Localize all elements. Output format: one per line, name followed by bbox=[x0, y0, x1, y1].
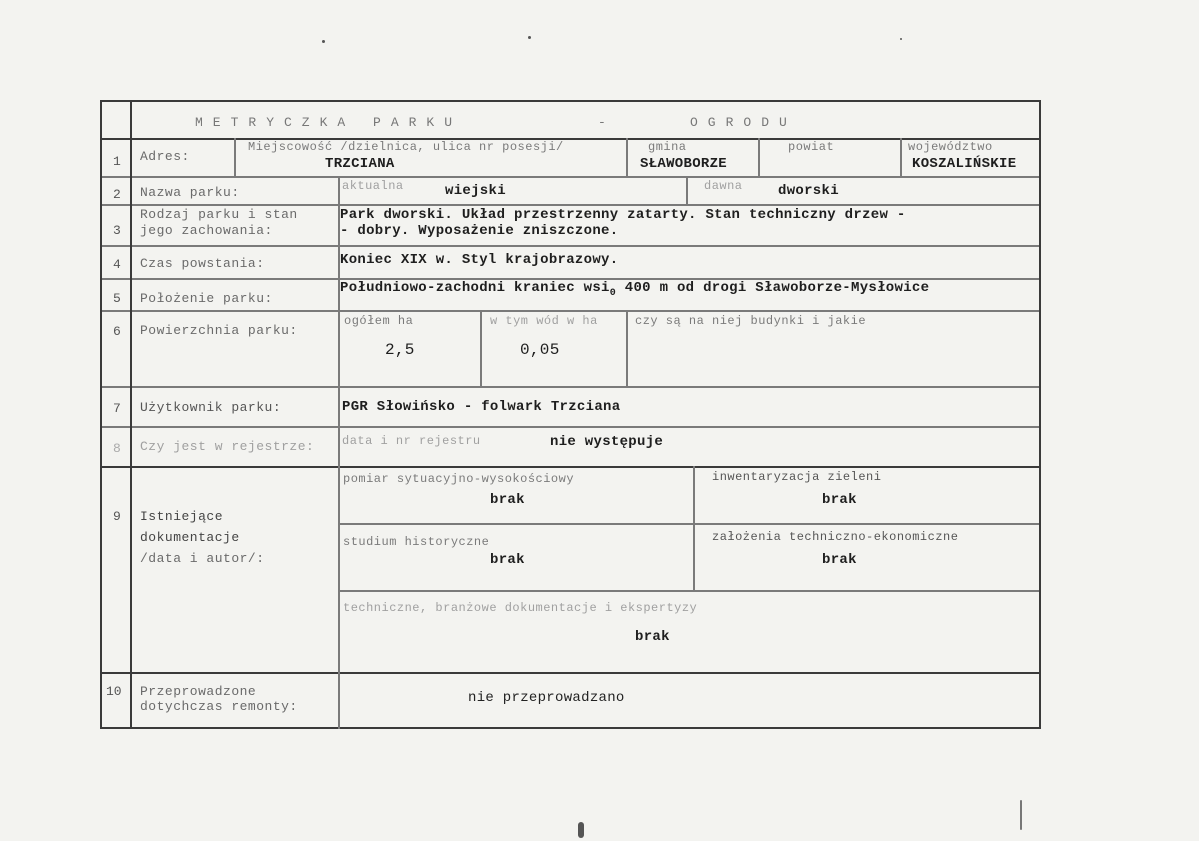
gmina-label: gmina bbox=[648, 140, 687, 154]
total-area-label: ogółem ha bbox=[344, 314, 414, 328]
rule-left bbox=[100, 100, 102, 729]
origin-time-value: Koniec XIX w. Styl krajobrazowy. bbox=[340, 252, 619, 268]
paper-speck bbox=[578, 822, 584, 838]
renovations-value: nie przeprowadzano bbox=[468, 690, 625, 706]
technical-docs-value: brak bbox=[635, 629, 670, 645]
row-number: 8 bbox=[113, 441, 121, 456]
origin-time-label: Czas powstania: bbox=[140, 256, 265, 271]
title-left: METRYCZKA PARKU bbox=[195, 115, 463, 130]
row-number: 2 bbox=[113, 187, 121, 202]
row-number: 5 bbox=[113, 291, 121, 306]
rule-top bbox=[100, 100, 1041, 102]
row-number: 3 bbox=[113, 223, 121, 238]
locality-value: TRZCIANA bbox=[325, 156, 395, 172]
renovations-label-line1: Przeprowadzone bbox=[140, 684, 257, 699]
gmina-value: SŁAWOBORZE bbox=[640, 156, 728, 172]
rule-budynki-left bbox=[626, 310, 628, 386]
greenery-inventory-label: inwentaryzacja zieleni bbox=[712, 470, 882, 484]
register-value: nie występuje bbox=[550, 434, 664, 450]
rule-row9-bottom bbox=[100, 672, 1041, 674]
park-type-label-line2: jego zachowania: bbox=[140, 223, 273, 238]
row-number: 7 bbox=[113, 401, 121, 416]
location-value-subscript: 0 bbox=[609, 288, 617, 299]
rule-row5-bottom bbox=[100, 310, 1041, 312]
wojewodztwo-label: województwo bbox=[908, 140, 993, 154]
rule-bottom bbox=[100, 727, 1041, 729]
wojewodztwo-value: KOSZALIŃSKIE bbox=[912, 156, 1017, 172]
rule-label-col-row1 bbox=[234, 138, 236, 176]
rule-woj-left bbox=[900, 138, 902, 176]
paper-speck bbox=[322, 40, 325, 43]
register-label: Czy jest w rejestrze: bbox=[140, 439, 315, 454]
rule-row7-bottom bbox=[100, 426, 1041, 428]
park-type-value-line2: - dobry. Wyposażenie zniszczone. bbox=[340, 223, 619, 239]
row-number: 9 bbox=[113, 509, 121, 524]
paper-speck bbox=[1020, 800, 1022, 830]
location-value-part-b: 400 m od drogi Sławoborze-Mysłowice bbox=[616, 280, 930, 296]
docs-label-line3: /data i autor/: bbox=[140, 551, 265, 566]
paper-speck bbox=[900, 38, 902, 40]
location-value-part-a: Południowo-zachodni kraniec wsi bbox=[340, 280, 610, 296]
rule-row1-bottom bbox=[100, 176, 1041, 178]
rule-powiat-left bbox=[758, 138, 760, 176]
rule-num-col bbox=[130, 100, 132, 729]
row-number: 6 bbox=[113, 324, 121, 339]
rule-row9-right-col bbox=[693, 466, 695, 590]
paper-speck bbox=[528, 36, 531, 39]
tech-econ-label: założenia techniczno-ekonomiczne bbox=[712, 530, 959, 544]
address-label: Adres: bbox=[140, 149, 190, 164]
docs-label-line1: Istniejące bbox=[140, 509, 224, 524]
current-name-label: aktualna bbox=[342, 179, 404, 193]
register-data-label: data i nr rejestru bbox=[342, 434, 481, 448]
water-area-label: w tym wód w ha bbox=[490, 314, 598, 328]
location-label: Położenie parku: bbox=[140, 291, 273, 306]
area-label: Powierzchnia parku: bbox=[140, 323, 298, 338]
location-value bbox=[340, 280, 930, 299]
row-number: 1 bbox=[113, 154, 121, 169]
title-right: OGRODU bbox=[690, 115, 797, 130]
row-number: 4 bbox=[113, 257, 121, 272]
water-area-value: 0,05 bbox=[520, 341, 560, 359]
current-name-value: wiejski bbox=[445, 183, 506, 199]
rule-row2-bottom bbox=[100, 204, 1041, 206]
docs-label-line2: dokumentacje bbox=[140, 530, 240, 545]
tech-econ-value: brak bbox=[822, 552, 857, 568]
rule-row9-mid1 bbox=[340, 523, 1041, 525]
rule-dawna-left bbox=[686, 178, 688, 204]
park-name-label: Nazwa parku: bbox=[140, 185, 240, 200]
rule-row3-bottom bbox=[100, 245, 1041, 247]
rule-wod-left bbox=[480, 310, 482, 386]
former-name-label: dawna bbox=[704, 179, 743, 193]
park-record-card bbox=[100, 100, 1041, 730]
rule-gmina-left bbox=[626, 138, 628, 176]
buildings-label: czy są na niej budynki i jakie bbox=[635, 314, 867, 328]
renovations-label-line2: dotychczas remonty: bbox=[140, 699, 298, 714]
technical-docs-label: techniczne, branżowe dokumentacje i ekspertyzy bbox=[343, 601, 698, 615]
locality-label: Miejscowość /dzielnica, ulica nr posesji/ bbox=[248, 140, 564, 154]
rule-row9-mid2 bbox=[340, 590, 1041, 592]
survey-value: brak bbox=[490, 492, 525, 508]
user-label: Użytkownik parku: bbox=[140, 400, 282, 415]
historical-study-value: brak bbox=[490, 552, 525, 568]
powiat-label: powiat bbox=[788, 140, 835, 154]
total-area-value: 2,5 bbox=[385, 341, 415, 359]
title-dash: - bbox=[598, 115, 616, 130]
former-name-value: dworski bbox=[778, 183, 839, 199]
rule-row8-bottom bbox=[100, 466, 1041, 468]
survey-label: pomiar sytuacyjno-wysokościowy bbox=[343, 472, 575, 486]
greenery-inventory-value: brak bbox=[822, 492, 857, 508]
park-type-value-line1: Park dworski. Układ przestrzenny zatarty. Stan techniczny drzew - bbox=[340, 207, 906, 223]
row-number: 10 bbox=[106, 684, 122, 699]
rule-row6-bottom bbox=[100, 386, 1041, 388]
rule-right bbox=[1039, 100, 1041, 729]
historical-study-label: studium historyczne bbox=[343, 535, 490, 549]
park-type-label-line1: Rodzaj parku i stan bbox=[140, 207, 298, 222]
user-value: PGR Słowińsko - folwark Trzciana bbox=[342, 399, 621, 415]
